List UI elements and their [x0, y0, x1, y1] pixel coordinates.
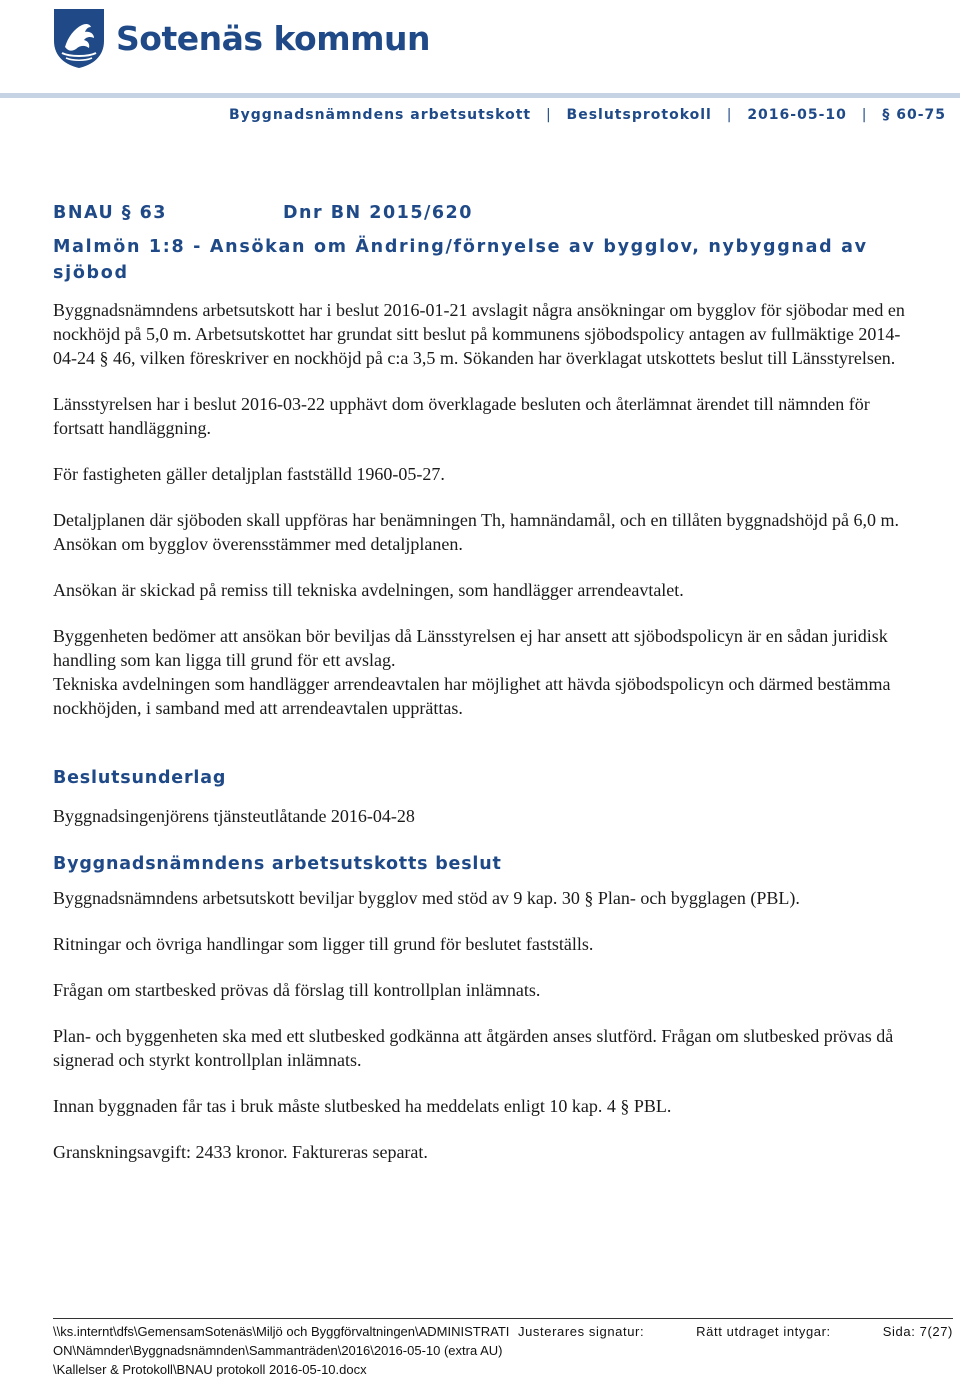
footer-file-path: \\ks.internt\dfs\GemensamSotenäs\Miljö och Byggförvaltningen\ADMINISTRATION\Nämnder\Byggnadsnämnden\Sammanträden\2016\2016-05-10 (extra AU)\Kallelser & Protokoll\BNAU protokoll 2016-05-10.docx: [53, 1324, 510, 1377]
paragraph: Byggenheten bedömer att ansökan bör beviljas då Länsstyrelsen ej har ansett att sjöbodspolicyn är en sådan juridisk handling som kan ligga till grund för ett avslag.: [53, 626, 888, 670]
document-body: [53, 200, 913, 1164]
footer-fields: [518, 1322, 953, 1341]
header-doc-type: Beslutsprotokoll: [566, 107, 712, 123]
header-rule: [0, 93, 960, 98]
footer-extract-label: Rätt utdraget intygar:: [696, 1324, 831, 1339]
footer-signature-label: Justerares signatur:: [518, 1324, 645, 1339]
case-number: BNAU § 63: [53, 203, 167, 223]
paragraph: Plan- och byggenheten ska med ett slutbesked godkänna att åtgärden anses slutförd. Frågan om slutbesked prövas då signerad och styrkt kontrollplan inlämnats.: [53, 1026, 894, 1070]
header-separator: |: [726, 107, 733, 123]
header-separator: |: [861, 107, 868, 123]
footer-rule: [53, 1318, 953, 1319]
header-committee: Byggnadsnämndens arbetsutskott: [228, 107, 532, 123]
paragraph: Frågan om startbesked prövas då förslag till kontrollplan inlämnats.: [53, 980, 541, 1000]
paragraph: Länsstyrelsen har i beslut 2016-03-22 upphävt dom överklagade besluten och återlämnat ärendet till nämnden för fortsatt handläggning.: [53, 394, 870, 438]
header-paragraphs: 60-75: [896, 107, 946, 123]
paragraph: Ansökan är skickad på remiss till tekniska avdelningen, som handlägger arrendeavtalet.: [53, 580, 684, 600]
section-heading: Byggnadsnämndens arbetsutskotts beslut: [53, 854, 502, 874]
paragraph: Byggnadsingenjörens tjänsteutlåtande 2016-04-28: [53, 806, 415, 826]
header-separator: |: [545, 107, 552, 123]
municipality-logo: [52, 6, 430, 70]
case-heading: [53, 200, 913, 226]
section-heading: Beslutsunderlag: [53, 768, 227, 788]
paragraph: Granskningsavgift: 2433 kronor. Faktureras separat.: [53, 1142, 428, 1162]
footer-page-number: Sida: 7(27): [882, 1324, 953, 1339]
coat-of-arms-icon: [52, 7, 106, 69]
page-footer: [53, 1322, 953, 1379]
paragraph: Byggnadsnämndens arbetsutskott beviljar bygglov med stöd av 9 kap. 30 § Plan- och bygglagen (PBL).: [53, 888, 800, 908]
paragraph: Byggnadsnämndens arbetsutskott har i beslut 2016-01-21 avslagit några ansökningar om bygglov för sjöbodar med en nockhöjd på 5,0 m. Arbetsutskottet har grundat sitt beslut på kommunens sjöbodspolicy antagen av fullmäktige 2014-04-24 § 46, vilken föreskriver en nockhöjd på c:a 3,5 m. Sökanden har överklagat utskottets beslut till Länsstyrelsen.: [53, 300, 905, 368]
case-dnr: Dnr BN 2015/620: [283, 203, 473, 223]
page-header: [229, 107, 946, 123]
paragraph: Detaljplanen där sjöboden skall uppföras har benämningen Th, hamnändamål, och en tillåten byggnadshöjd på 6,0 m. Ansökan om bygglov överensstämmer med detaljplanen.: [53, 510, 899, 554]
logo-text: Sotenäs kommun: [116, 18, 430, 58]
paragraph: För fastigheten gäller detaljplan fastställd 1960-05-27.: [53, 464, 445, 484]
paragraph: Innan byggnaden får tas i bruk måste slutbesked ha meddelats enligt 10 kap. 4 § PBL.: [53, 1096, 672, 1116]
case-title: Malmön 1:8 - Ansökan om Ändring/förnyelse av bygglov, nybyggnad av sjöbod: [53, 237, 868, 283]
paragraph: Ritningar och övriga handlingar som ligger till grund för beslutet fastställs.: [53, 934, 594, 954]
header-section-sign: §: [882, 107, 891, 123]
header-date: 2016-05-10: [747, 107, 847, 123]
paragraph: Tekniska avdelningen som handlägger arrendeavtalen har möjlighet att hävda sjöbodspolicyn och därmed bestämma nockhöjden, i samband med att arrendeavtalen upprättas.: [53, 674, 891, 718]
